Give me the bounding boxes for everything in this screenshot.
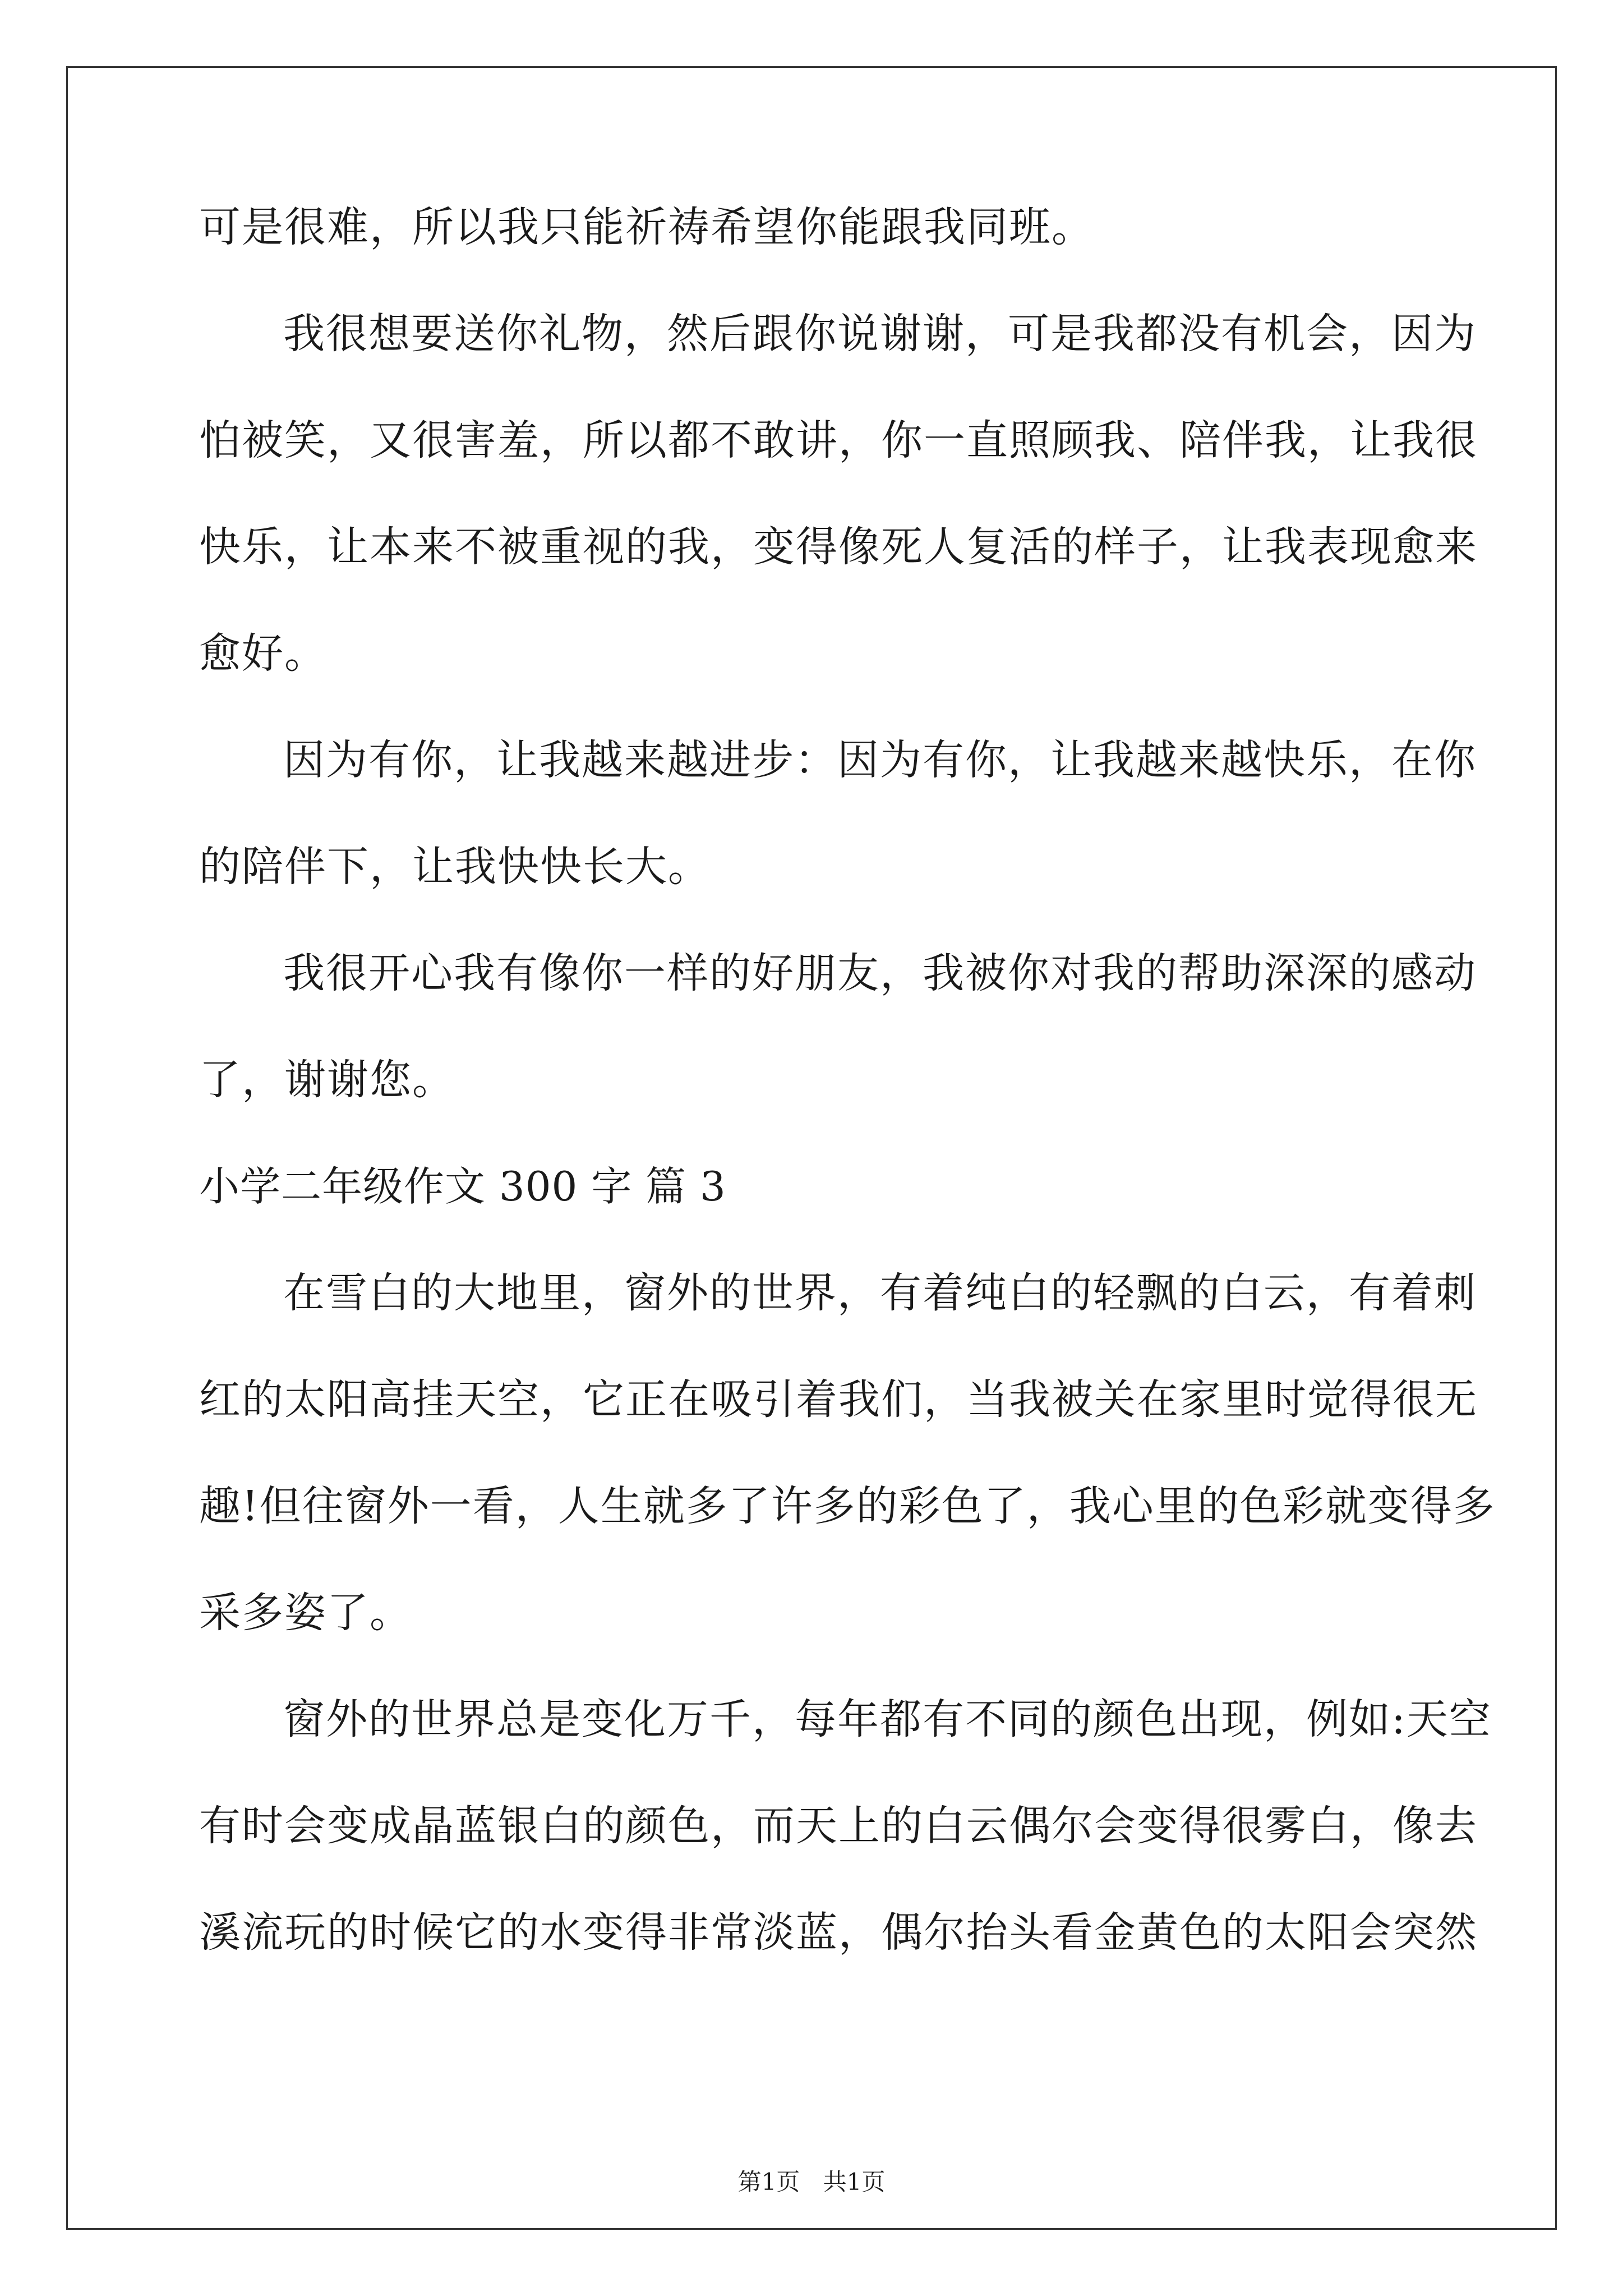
paragraph-line: 在雪白的大地里，窗外的世界，有着纯白的轻飘的白云，有着刺 — [283, 1269, 1477, 1317]
paragraph-line: 因为有你，让我越来越进步：因为有你，让我越来越快乐，在你 — [283, 736, 1477, 784]
text-line: 趣!但往窗外一看，人生就多了许多的彩色了，我心里的色彩就变得多 — [199, 1482, 1496, 1530]
page-number: 第1页 — [737, 2168, 800, 2196]
text-line: 怕被笑，又很害羞，所以都不敢讲，你一直照顾我、陪伴我，让我很 — [199, 416, 1478, 464]
page-footer — [0, 2165, 1623, 2199]
text-line: 红的太阳高挂天空，它正在吸引着我们，当我被关在家里时觉得很无 — [199, 1375, 1478, 1424]
text-line: 了，谢谢您。 — [199, 1056, 455, 1104]
page-total: 共1页 — [823, 2168, 886, 2196]
paragraph-line: 我很开心我有像你一样的好朋友，我被你对我的帮助深深的感动 — [283, 949, 1477, 997]
text-line: 愈好。 — [199, 629, 327, 678]
text-line: 有时会变成晶蓝银白的颜色，而天上的白云偶尔会变得很雾白，像去 — [199, 1802, 1478, 1850]
text-line: 快乐，让本来不被重视的我，变得像死人复活的样子，让我表现愈来 — [199, 523, 1478, 571]
text-line: 采多姿了。 — [199, 1589, 412, 1637]
section-heading: 小学二年级作文 300 字 篇 3 — [199, 1163, 726, 1210]
text-line: 可是很难，所以我只能祈祷希望你能跟我同班。 — [199, 203, 1094, 251]
paragraph-line: 我很想要送你礼物，然后跟你说谢谢，可是我都没有机会，因为 — [283, 310, 1477, 358]
text-line: 溪流玩的时候它的水变得非常淡蓝，偶尔抬头看金黄色的太阳会突然 — [199, 1908, 1478, 1957]
paragraph-line: 窗外的世界总是变化万千，每年都有不同的颜色出现，例如:天空 — [283, 1695, 1492, 1743]
text-line: 的陪伴下，让我快快长大。 — [199, 843, 711, 891]
